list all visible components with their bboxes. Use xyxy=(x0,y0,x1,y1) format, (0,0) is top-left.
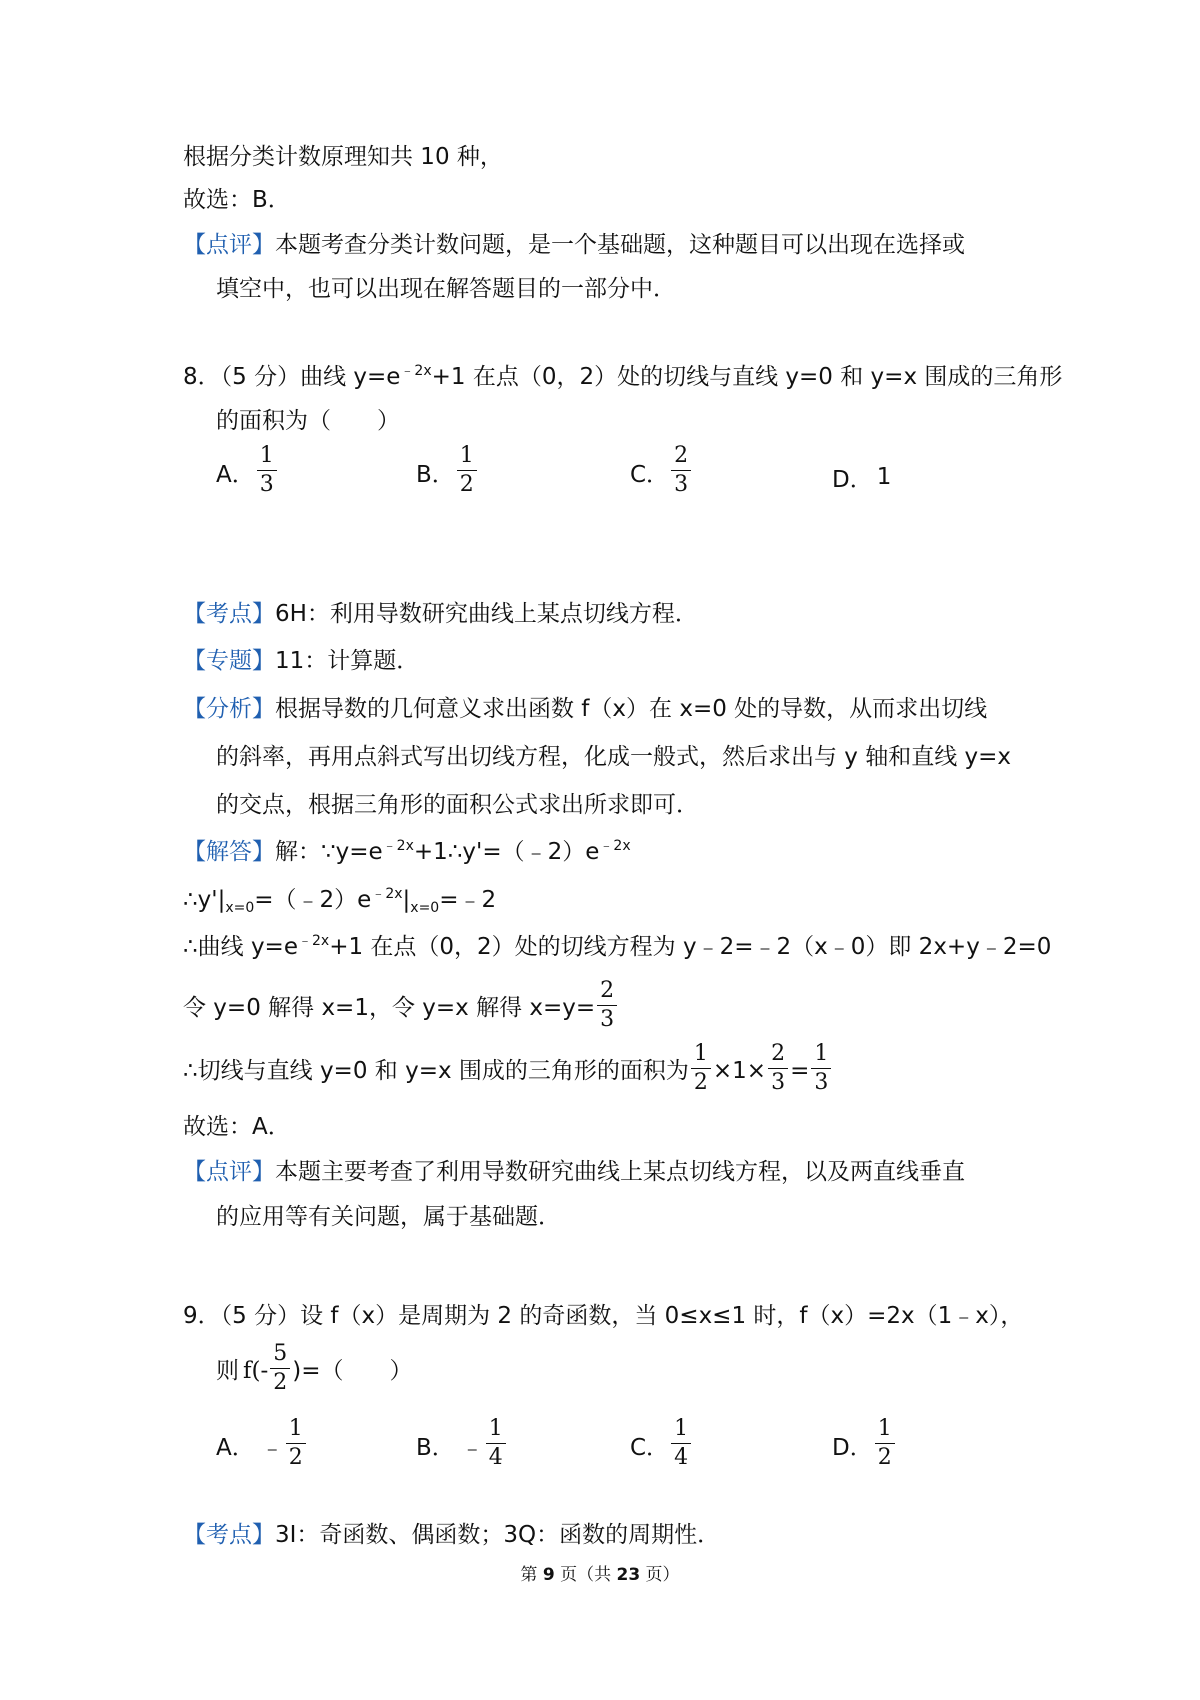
math-text: 令 y=0 解得 x=1，令 y=x 解得 x=y= xyxy=(183,994,596,1021)
comment-text: 本题考查分类计数问题，是一个基础题，这种题目可以出现在选择或 xyxy=(275,232,965,258)
option-fraction xyxy=(457,445,477,496)
option-c xyxy=(630,1416,693,1471)
math-text: = xyxy=(790,1057,810,1084)
kaodian-tag: 【考点】 xyxy=(183,601,275,627)
option-fraction xyxy=(486,1418,506,1469)
page-footer xyxy=(0,1560,1200,1585)
numerator: 1 xyxy=(875,1418,895,1444)
exponent: ﹣2x xyxy=(400,363,432,379)
footer-text: 页） xyxy=(640,1565,680,1585)
option-label: B． xyxy=(416,462,455,488)
question-8-stem xyxy=(183,360,1062,394)
fraction xyxy=(811,1043,831,1094)
option-fraction xyxy=(257,445,277,496)
zhuanti-tag: 【专题】 xyxy=(183,648,275,674)
comment-text: 本题主要考查了利用导数研究曲线上某点切线方程，以及两直线垂直 xyxy=(275,1159,965,1185)
stem-part: 8．（5 分）曲线 y=e xyxy=(183,364,401,390)
exponent: ﹣2x xyxy=(371,886,403,902)
denominator: 2 xyxy=(877,1445,892,1470)
jieda-tag: 【解答】 xyxy=(183,839,275,865)
numerator: 2 xyxy=(768,1043,788,1069)
function-expr: f(- xyxy=(243,1357,269,1384)
fenxi-line-cont: 的交点，根据三角形的面积公式求出所求即可． xyxy=(216,792,699,818)
exponent: ﹣2x xyxy=(382,838,414,854)
question-9-stem: 9．（5 分）设 f（x）是周期为 2 的奇函数，当 0≤x≤1 时，f（x）=2x（1﹣x）， xyxy=(183,1303,1024,1329)
math-text: ∴切线与直线 y=0 和 y=x 围成的三角形的面积为 xyxy=(183,1057,689,1084)
option-label: C． xyxy=(630,462,670,488)
comment-line xyxy=(183,1155,965,1189)
text-line: 根据分类计数原理知共 10 种， xyxy=(183,144,503,170)
math-text: +1 在点（0，2）处的切线方程为 y﹣2=﹣2（x﹣0）即 2x+y﹣2=0 xyxy=(329,934,1052,960)
numerator: 1 xyxy=(257,445,277,471)
fraction xyxy=(691,1043,711,1094)
option-value: 1 xyxy=(876,464,892,490)
denominator: 2 xyxy=(273,1370,288,1395)
fraction xyxy=(768,1043,788,1094)
numerator: 1 xyxy=(457,445,477,471)
denominator: 3 xyxy=(259,472,274,497)
answer-line: 故选：A． xyxy=(183,1114,291,1140)
numerator: 2 xyxy=(671,445,691,471)
answer-line: 故选：B． xyxy=(183,187,291,213)
denominator: 4 xyxy=(488,1445,503,1470)
denominator: 2 xyxy=(288,1445,303,1470)
option-b xyxy=(416,1416,508,1471)
comment-line xyxy=(183,228,965,262)
comment-tag: 【点评】 xyxy=(183,232,275,258)
numerator: 1 xyxy=(486,1418,506,1444)
comment-line-cont: 的应用等有关问题，属于基础题． xyxy=(216,1204,561,1230)
denominator: 2 xyxy=(459,472,474,497)
intersection-line xyxy=(183,978,619,1033)
option-label: A． xyxy=(216,1435,255,1461)
page-number: 9 xyxy=(542,1565,555,1585)
numerator: 2 xyxy=(597,980,617,1006)
zhuanti-line xyxy=(183,644,419,678)
area-line xyxy=(183,1041,833,1096)
denominator: 4 xyxy=(674,1445,689,1470)
option-label: C． xyxy=(630,1435,670,1461)
fraction xyxy=(597,980,617,1031)
footer-text: 第 xyxy=(520,1565,543,1585)
kaodian-text: 3I：奇函数、偶函数；3Q：函数的周期性． xyxy=(275,1522,721,1548)
tangent-line xyxy=(183,930,1051,964)
math-text: =﹣2 xyxy=(439,887,497,913)
denominator: 2 xyxy=(693,1070,708,1095)
jieda-text: +1∴y'=（﹣2）e xyxy=(413,839,600,865)
kaodian-tag: 【考点】 xyxy=(183,1522,275,1548)
option-fraction xyxy=(671,1418,691,1469)
fenxi-line-cont: 的斜率，再用点斜式写出切线方程，化成一般式，然后求出与 y 轴和直线 y=x xyxy=(216,744,1012,770)
footer-text: 页（共 xyxy=(554,1565,617,1585)
kaodian-line xyxy=(183,597,698,631)
jieda-line xyxy=(183,835,631,869)
math-text: ∴曲线 y=e xyxy=(183,934,298,960)
subscript: x=0 xyxy=(410,900,440,916)
numerator: 1 xyxy=(691,1043,711,1069)
option-b xyxy=(416,443,479,498)
option-fraction xyxy=(875,1418,895,1469)
fenxi-line xyxy=(183,692,987,726)
page-total: 23 xyxy=(616,1565,641,1585)
fenxi-tag: 【分析】 xyxy=(183,696,275,722)
comment-line-cont: 填空中，也可以出现在解答题目的一部分中． xyxy=(216,276,676,302)
option-label: D． xyxy=(832,1435,873,1461)
comment-tag: 【点评】 xyxy=(183,1159,275,1185)
denominator: 3 xyxy=(771,1070,786,1095)
subscript: x=0 xyxy=(225,900,255,916)
option-label: A． xyxy=(216,462,255,488)
numerator: 1 xyxy=(286,1418,306,1444)
option-sign: ﹣ xyxy=(460,1435,484,1461)
stem-part: 则 xyxy=(216,1357,239,1384)
exponent: ﹣2x xyxy=(599,838,631,854)
zhuanti-text: 11：计算题． xyxy=(275,648,420,674)
denominator: 3 xyxy=(600,1007,615,1032)
option-sign: ﹣ xyxy=(260,1435,284,1461)
option-d xyxy=(832,1416,897,1471)
jieda-text: 解：∵y=e xyxy=(275,839,383,865)
fenxi-text: 根据导数的几何意义求出函数 f（x）在 x=0 处的导数，从而求出切线 xyxy=(275,696,988,722)
option-a xyxy=(216,443,279,498)
exponent: ﹣2x xyxy=(297,933,330,949)
math-text: | xyxy=(402,887,411,913)
option-label: B． xyxy=(416,1435,455,1461)
option-fraction xyxy=(671,445,691,496)
denominator: 3 xyxy=(674,472,689,497)
fraction xyxy=(270,1343,290,1394)
math-text: ×1× xyxy=(712,1057,767,1084)
math-text: =（﹣2）e xyxy=(254,887,372,913)
derivative-line xyxy=(183,883,496,925)
option-fraction xyxy=(286,1418,306,1469)
numerator: 1 xyxy=(671,1418,691,1444)
math-text: ∴y'| xyxy=(183,887,226,913)
denominator: 3 xyxy=(814,1070,829,1095)
option-d xyxy=(832,447,891,507)
numerator: 5 xyxy=(270,1343,290,1369)
kaodian-line xyxy=(183,1518,720,1552)
question-8-stem-cont: 的面积为（ ） xyxy=(216,408,400,434)
kaodian-text: 6H：利用导数研究曲线上某点切线方程． xyxy=(275,601,698,627)
option-c xyxy=(630,443,693,498)
question-9-stem-cont xyxy=(216,1341,413,1396)
option-a xyxy=(216,1416,308,1471)
numerator: 1 xyxy=(811,1043,831,1069)
stem-part: )=（ ） xyxy=(292,1357,413,1384)
option-label: D． xyxy=(832,466,873,493)
stem-part: +1 在点（0，2）处的切线与直线 y=0 和 y=x 围成的三角形 xyxy=(431,364,1063,390)
